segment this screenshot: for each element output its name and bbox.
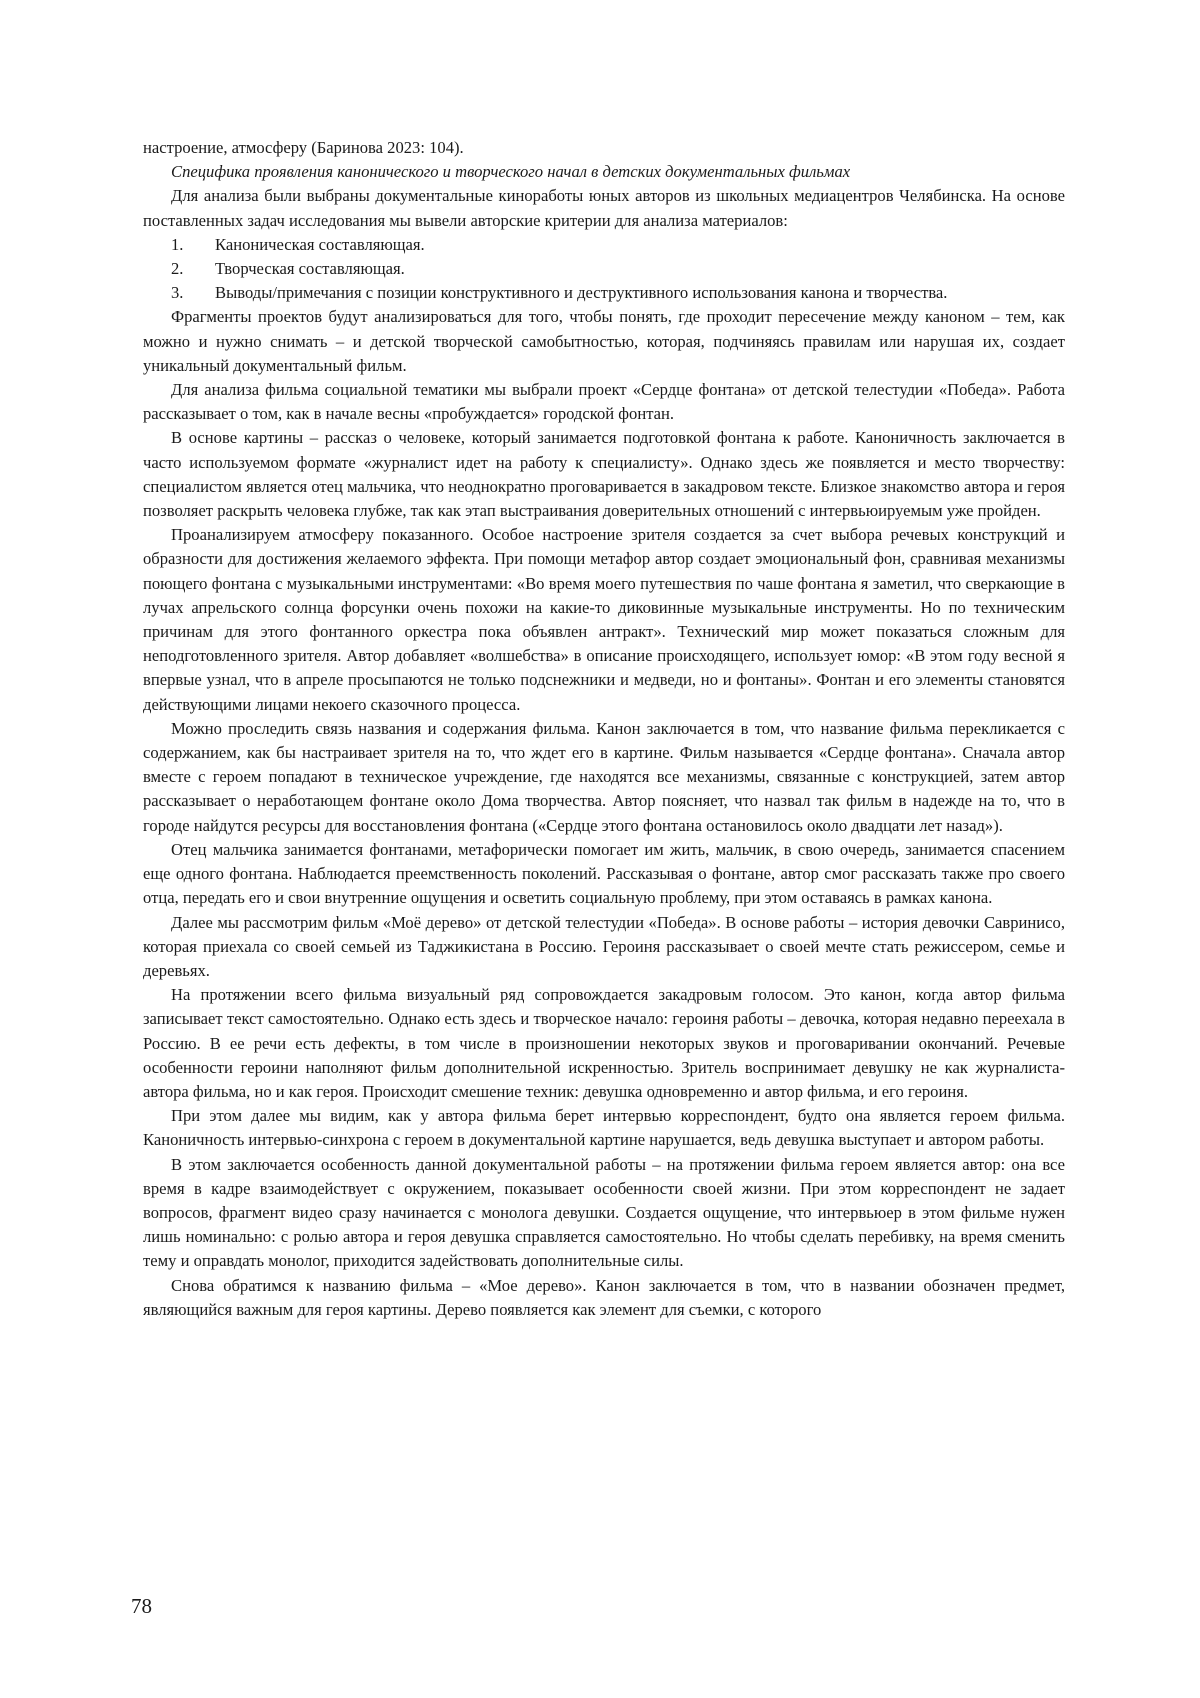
paragraph: Отец мальчика занимается фонтанами, метафорически помогает им жить, мальчик, в свою очередь, занимается спасением еще одного фонтана. Наблюдается преемственность поколений. Рассказывая о фонтане, автор смог рассказать также про своего отца, передать его и свои внутренние ощущения и осветить социальную проблему, при этом оставаясь в рамках канона.	[143, 839, 1065, 908]
paragraph: В этом заключается особенность данной документальной работы – на протяжении фильма героем является автор: она все время в кадре взаимодействует с окружением, показывает особенности своей жизни. При этом корреспондент не задает вопросов, фрагмент видео сразу начинается с монолога девушки. Создается ощущение, что интервьюер в этом фильме нужен лишь номинально: с ролью автора и героя девушка справляется самостоятельно. Но чтобы сделать перебивку, на время сменить тему и оправдать монолог, приходится задействовать дополнительные силы.	[143, 1154, 1065, 1271]
list-item-number: 3.	[171, 283, 184, 303]
paragraph: В основе картины – рассказ о человеке, который занимается подготовкой фонтана к работе. Каноничность заключается в часто используемом формате «журналист идет на работу к специалисту». Однако здесь же появляется и место творчеству: специалистом является отец мальчика, что неоднократно проговаривается в закадровом тексте. Близкое знакомство автора и героя позволяет раскрыть человека глубже, так как этап выстраивания доверительных отношений с интервьюируемым уже пройден.	[143, 428, 1065, 521]
lead-line: настроение, атмосферу (Баринова 2023: 104).	[143, 138, 464, 157]
list-item	[143, 233, 1065, 257]
page-body	[143, 136, 1065, 1322]
paragraph: Снова обратимся к названию фильма – «Мое дерево». Канон заключается в том, что в названии обозначен предмет, являющийся важным для героя картины. Дерево появляется как элемент для съемки, с которого	[143, 1275, 1065, 1319]
list-item-text: Выводы/примечания с позиции конструктивного и деструктивного использования канона и творчества.	[215, 283, 948, 303]
list-item-number: 2.	[171, 259, 184, 279]
list-item	[143, 281, 1065, 305]
paragraph: При этом далее мы видим, как у автора фильма берет интервью корреспондент, будто она является героем фильма. Каноничность интервью-синхрона с героем в документальной картине нарушается, ведь девушка выступает и автором работы.	[143, 1106, 1065, 1150]
paragraph: На протяжении всего фильма визуальный ряд сопровождается закадровым голосом. Это канон, когда автор фильма записывает текст самостоятельно. Однако есть здесь и творческое начало: героиня работы – девочка, которая недавно переехала в Россию. В ее речи есть дефекты, в том числе в произношении некоторых звуков и проговаривании окончаний. Речевые особенности героини наполняют фильм дополнительной искренностью. Зритель воспринимает девушку не как журналиста-автора фильма, но и как героя. Происходит смешение техник: девушка одновременно и автор фильма, и его героиня.	[143, 985, 1065, 1101]
criteria-list	[143, 233, 1065, 306]
list-item	[143, 257, 1065, 281]
list-item-text: Творческая составляющая.	[215, 259, 405, 279]
paragraph: Можно проследить связь названия и содержания фильма. Канон заключается в том, что название фильма перекликается с содержанием, как бы настраивает зрителя на то, что ждет его в картине. Фильм называется «Сердце фонтана». Сначала автор вместе с героем попадают в техническое учреждение, где находятся все механизмы, связанные с конструкцией, затем автор рассказывает о неработающем фонтане около Дома творчества. Автор поясняет, что назвал так фильм в надежде на то, что в городе найдутся ресурсы для восстановления фонтана («Сердце этого фонтана остановилось около двадцати лет назад»).	[143, 718, 1065, 835]
list-item-number: 1.	[171, 234, 184, 254]
intro-paragraph: Для анализа были выбраны документальные киноработы юных авторов из школьных медиацентров Челябинска. На основе поставленных задач исследования мы вывели авторские критерии для анализа материалов:	[143, 186, 1065, 230]
page-number: 78	[131, 1594, 152, 1618]
paragraph: Проанализируем атмосферу показанного. Особое настроение зрителя создается за счет выбора речевых конструкций и образности для достижения желаемого эффекта. При помощи метафор автор создает эмоциональный фон, сравнивая механизмы поющего фонтана с музыкальными инструментами: «Во время моего путешествия по чаше фонтана я заметил, что сверкающие в лучах апрельского солнца форсунки очень похожи на какие-то диковинные музыкальные инструменты. Но по техническим причинам для этого фонтанного оркестра пока объявлен антракт». Технический мир может показаться сложным для неподготовленного зрителя. Автор добавляет «волшебства» в описание происходящего, использует юмор: «В этом году весной я впервые узнал, что в апреле просыпаются не только подснежники и медведи, но и фонтаны». Фонтан и его элементы становятся действующими лицами некоего сказочного процесса.	[143, 525, 1065, 714]
section-title: Специфика проявления канонического и творческого начал в детских документальных фильмах	[171, 162, 851, 182]
paragraph: Далее мы рассмотрим фильм «Моё дерево» от детской телестудии «Победа». В основе работы – история девочки Савринисо, которая приехала со своей семьей из Таджикистана в Россию. Героиня рассказывает о своей мечте стать режиссером, семье и деревьях.	[143, 912, 1065, 980]
paragraph: Фрагменты проектов будут анализироваться для того, чтобы понять, где проходит пересечение между каноном – тем, как можно и нужно снимать – и детской творческой самобытностью, которая, подчиняясь правилам или нарушая их, создает уникальный документальный фильм.	[143, 307, 1065, 375]
paragraph: Для анализа фильма социальной тематики мы выбрали проект «Сердце фонтана» от детской телестудии «Победа». Работа рассказывает о том, как в начале весны «пробуждается» городской фонтан.	[143, 380, 1065, 424]
list-item-text: Каноническая составляющая.	[215, 234, 425, 254]
